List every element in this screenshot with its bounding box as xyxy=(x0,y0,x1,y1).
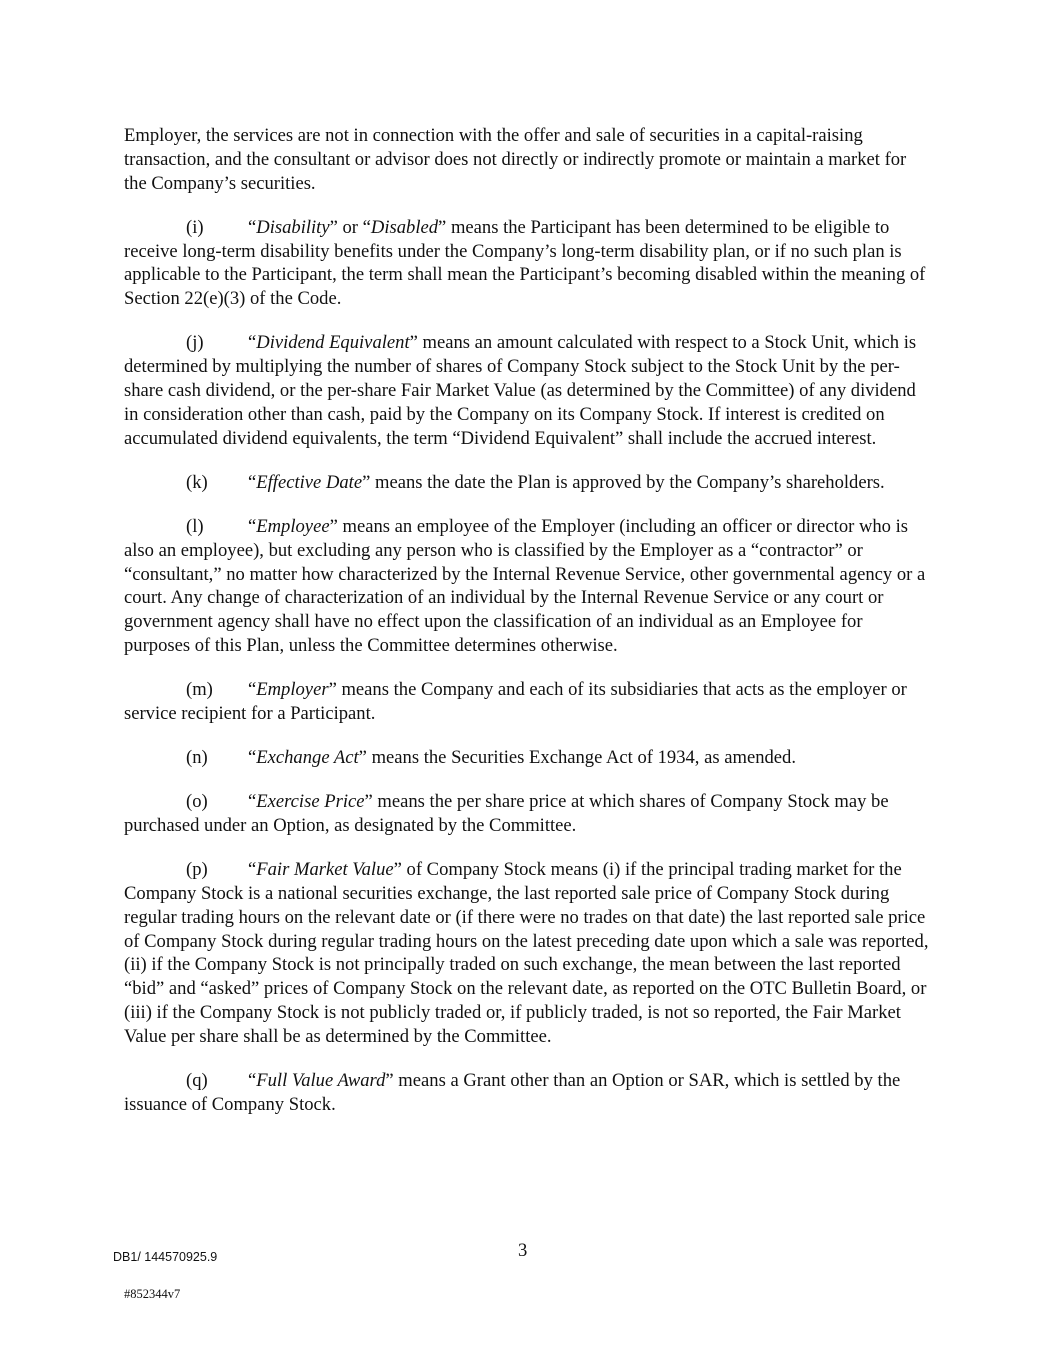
defined-term: Effective Date xyxy=(256,471,363,493)
defined-term: Disability xyxy=(256,216,330,238)
defined-term: Exchange Act xyxy=(256,747,359,769)
defined-term: Dividend Equivalent xyxy=(256,332,410,354)
definition-text: ” means an amount calculated with respect to a Stock Unit, which is determined by multiplying the number of shares of Company Stock subject to the Stock Unit by the per-share cash dividend, or the per-share Fair Market Value (as determined by the Committee) of any dividend in consideration other than cash, paid by the Company on its Company Stock. If interest is credited on accumulated dividend equivalents, the term “Dividend Equivalent” shall include the accrued interest. xyxy=(124,332,917,449)
definition-label: (m) xyxy=(186,679,213,701)
definition-exchange-act xyxy=(124,746,930,770)
definition-dividend-equivalent xyxy=(124,331,930,450)
definition-fair-market-value xyxy=(124,858,930,1048)
definition-disability xyxy=(124,216,930,311)
defined-term: Fair Market Value xyxy=(256,859,394,881)
footer-version-ref: #852344v7 xyxy=(124,1287,181,1301)
definition-full-value-award xyxy=(124,1069,930,1117)
quote-between: ” or “ xyxy=(329,216,371,238)
defined-term: Full Value Award xyxy=(256,1070,386,1092)
definition-text: ” means an employee of the Employer (including an officer or director who is also an employee), but excluding any person who is classified by the Employer as a “contractor” or “consultant,” no matter how characterized by the Internal Revenue Service, other governmental agency or a court. Any change of characterization of an individual by the Internal Revenue Service or any court or government agency shall have no effect upon the classification of an individual as an Employee for purposes of this Plan, unless the Committee determines otherwise. xyxy=(124,515,926,656)
definition-text: ” of Company Stock means (i) if the principal trading market for the Company Stock is a national securities exchange, the last reported sale price of Company Stock during regular trading hours on the relevant date or (if there were no trades on that date) the last reported sale price of Company Stock during regular trading hours on the latest preceding date upon which a sale was reported, (ii) if the Company Stock is not principally traded on such exchange, the mean between the last reported “bid” and “asked” prices of Company Stock on the relevant date, as reported on the OTC Bulletin Board, or (iii) if the Company Stock is not publicly traded or, if publicly traded, is not so reported, the Fair Market Value per share shall be as determined by the Committee. xyxy=(124,859,929,1047)
definition-text: ” means the per share price at which shares of Company Stock may be purchased under an Option, as designated by the Committee. xyxy=(124,791,889,837)
definition-label: (q) xyxy=(186,1070,208,1092)
definition-employer xyxy=(124,678,930,726)
defined-term: Disabled xyxy=(370,216,439,238)
definition-label: (l) xyxy=(186,515,204,537)
intro-paragraph: Employer, the services are not in connection with the offer and sale of securities in a capital-raising transaction, and the consultant or advisor does not directly or indirectly promote or maintain a market for the Company’s securities. xyxy=(124,125,907,194)
definition-text: ” means the Company and each of its subsidiaries that acts as the employer or service recipient for a Participant. xyxy=(124,679,907,724)
definition-exercise-price xyxy=(124,790,930,838)
quote-open: “ xyxy=(248,515,257,537)
quote-open: “ xyxy=(248,1070,257,1092)
quote-open: “ xyxy=(248,747,257,769)
definition-text: ” means the Participant has been determined to be eligible to receive long-term disability benefits under the Company’s long-term disability plan, or if no such plan is applicable to the Participant, the term shall mean the Participant’s becoming disabled within the meaning of Section 22(e)(3) of the Code. xyxy=(124,216,926,310)
quote-open: “ xyxy=(248,332,257,354)
definition-employee xyxy=(124,515,930,658)
quote-open: “ xyxy=(248,471,257,493)
definition-label: (n) xyxy=(186,747,208,769)
quote-open: “ xyxy=(248,216,257,238)
definition-label: (k) xyxy=(186,471,208,493)
definition-label: (j) xyxy=(186,332,204,354)
defined-term: Employee xyxy=(256,515,330,537)
quote-open: “ xyxy=(248,679,257,701)
definition-text: ” means a Grant other than an Option or SAR, which is settled by the issuance of Company Stock. xyxy=(124,1070,901,1115)
quote-open: “ xyxy=(248,859,257,881)
definition-text: ” means the date the Plan is approved by the Company’s shareholders. xyxy=(362,471,885,493)
page-number: 3 xyxy=(518,1240,528,1261)
defined-term: Exercise Price xyxy=(256,791,365,813)
footer-doc-id: DB1/ 144570925.9 xyxy=(113,1250,218,1264)
definition-effective-date xyxy=(124,471,930,495)
definition-label: (p) xyxy=(186,859,208,881)
defined-term: Employer xyxy=(256,679,329,701)
document-body xyxy=(124,124,930,1137)
definition-text: ” means the Securities Exchange Act of 1934, as amended. xyxy=(358,747,796,769)
quote-open: “ xyxy=(248,791,257,813)
definition-label: (o) xyxy=(186,791,208,813)
definition-label: (i) xyxy=(186,216,204,238)
